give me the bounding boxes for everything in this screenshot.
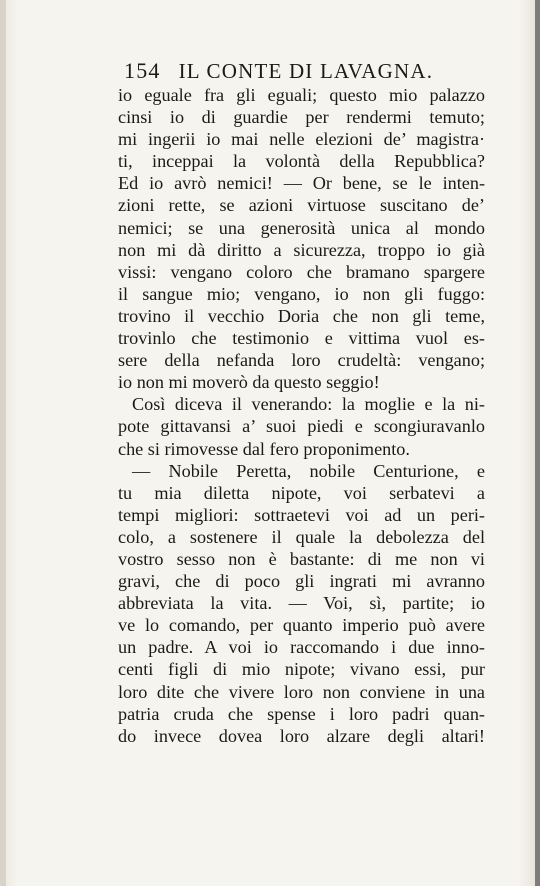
running-title: IL CONTE DI LAVAGNA. [178, 59, 434, 83]
text-line: trovino il vecchio Doria che non gli teme, [118, 305, 485, 326]
text-line: sere della nefanda loro crudeltà: vengano; [118, 350, 485, 371]
text-line: il sangue mio; vengano, io non gli fuggo: [118, 283, 485, 304]
body-text [118, 84, 485, 747]
text-line: ve lo comando, per quanto imperio può avere [118, 615, 485, 636]
text-line: zioni rette, se azioni virtuose suscitano de’ [118, 195, 485, 216]
text-line: Ed io avrò nemici! — Or bene, se le inten- [118, 173, 485, 194]
text-line: centi figli di mio nipote; vivano essi, pur [118, 659, 485, 680]
text-line: mi ingerii io mai nelle elezioni de’ magistra· [118, 129, 485, 150]
text-line: nemici; se una generosità unica al mondo [118, 217, 485, 238]
text-line: io eguale fra gli eguali; questo mio palazzo [118, 85, 485, 105]
page-right-edge [535, 0, 540, 886]
text-line: patria cruda che spense i loro padri quan- [118, 703, 485, 724]
text-line: colo, a sostenere il quale la debolezza del [118, 526, 485, 547]
text-line: do invece dovea loro alzare degli altari! [118, 725, 485, 746]
text-line: non mi dà diritto a sicurezza, troppo io già [118, 239, 485, 260]
text-line: cinsi io di guardie per rendermi temuto; [118, 107, 485, 128]
text-line: loro dite che vivere loro non conviene in una [118, 681, 485, 702]
text-line: che si rimovesse dal fero proponimento. [118, 438, 410, 459]
text-line: gravi, che di poco gli ingrati mi avranno [118, 571, 485, 592]
text-line: ti, inceppai la volontà della Repubblica? [118, 151, 485, 172]
text-line: — Nobile Peretta, nobile Centurione, e [132, 460, 485, 481]
page-number: 154 [124, 58, 161, 83]
text-line: Così diceva il venerando: la moglie e la ni- [132, 394, 485, 415]
text-line: un padre. A voi io raccomando i due inno- [118, 637, 485, 658]
text-line: abbreviata la vita. — Voi, sì, partite; io [118, 593, 485, 614]
page-left-edge [0, 0, 6, 886]
running-header [124, 58, 444, 84]
text-line: tempi migliori: sottraetevi voi ad un peri- [118, 504, 485, 525]
text-line: vostro sesso non è bastante: di me non vi [118, 548, 485, 569]
text-line: tu mia diletta nipote, voi serbatevi a [118, 482, 485, 503]
text-line: trovinlo che testimonio e vittima vuol es- [118, 328, 485, 349]
text-line: pote gittavansi a’ suoi piedi e scongiuravanlo [118, 416, 485, 437]
text-line: io non mi moverò da questo seggio! [118, 372, 380, 393]
text-line: vissi: vengano coloro che bramano spargere [118, 261, 485, 282]
